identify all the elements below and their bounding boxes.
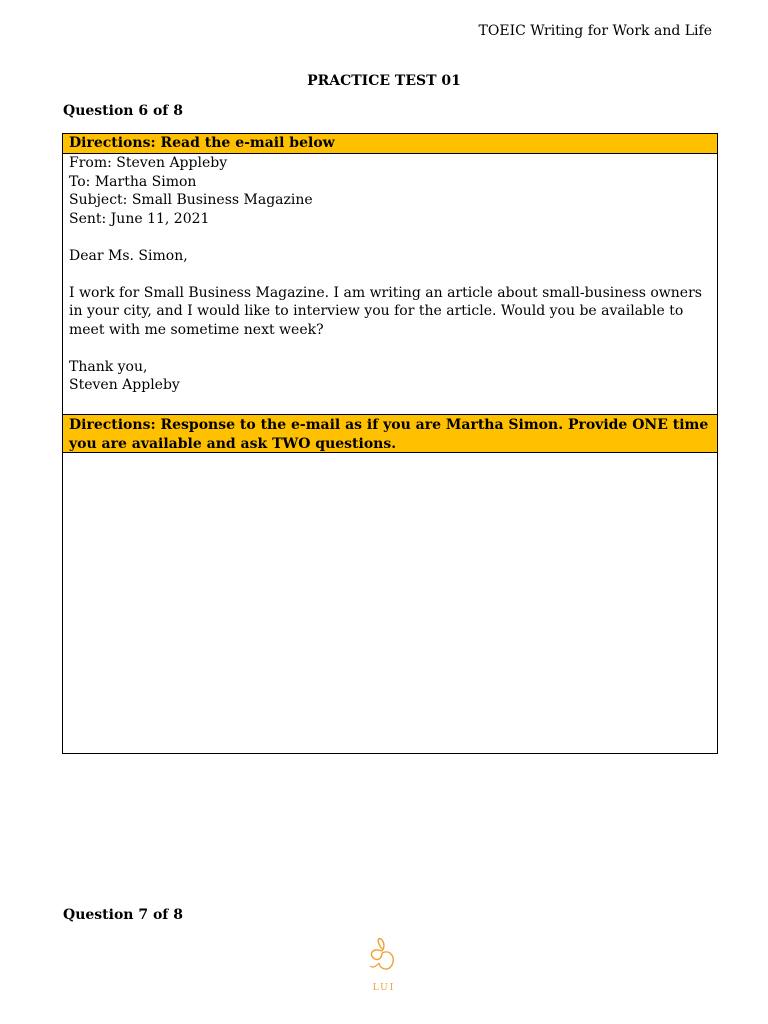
email-greeting: Dear Ms. Simon,: [69, 247, 188, 264]
question-7-label: Question 7 of 8: [63, 907, 183, 923]
email-signature: Steven Appleby: [69, 377, 180, 393]
question-6-label: Question 6 of 8: [63, 103, 183, 119]
butterfly-icon: [362, 935, 406, 997]
response-area[interactable]: [63, 453, 717, 751]
email-from: From: Steven Appleby: [69, 155, 228, 171]
course-title: TOEIC Writing for Work and Life: [478, 23, 712, 39]
logo-text: LUI: [372, 983, 396, 993]
directions-respond: Directions: Response to the e-mail as if you are Martha Simon. Provide ONE time you are available and ask TWO questions.: [63, 415, 717, 453]
email-to: To: Martha Simon: [69, 173, 197, 190]
logo: [362, 935, 406, 997]
email-content: [63, 154, 717, 415]
page-title: PRACTICE TEST 01: [307, 73, 461, 89]
email-body: I work for Small Business Magazine. I am writing an article about small-business owners in your city, and I would like to interview you for the article. Would you be available to meet with me sometime next week?: [69, 284, 702, 338]
email-closing: Thank you,: [69, 358, 148, 375]
email-subject: Subject: Small Business Magazine: [69, 192, 313, 208]
directions-read: Directions: Read the e-mail below: [63, 134, 717, 154]
email-sent: Sent: June 11, 2021: [69, 210, 210, 227]
question-box: [62, 133, 718, 754]
